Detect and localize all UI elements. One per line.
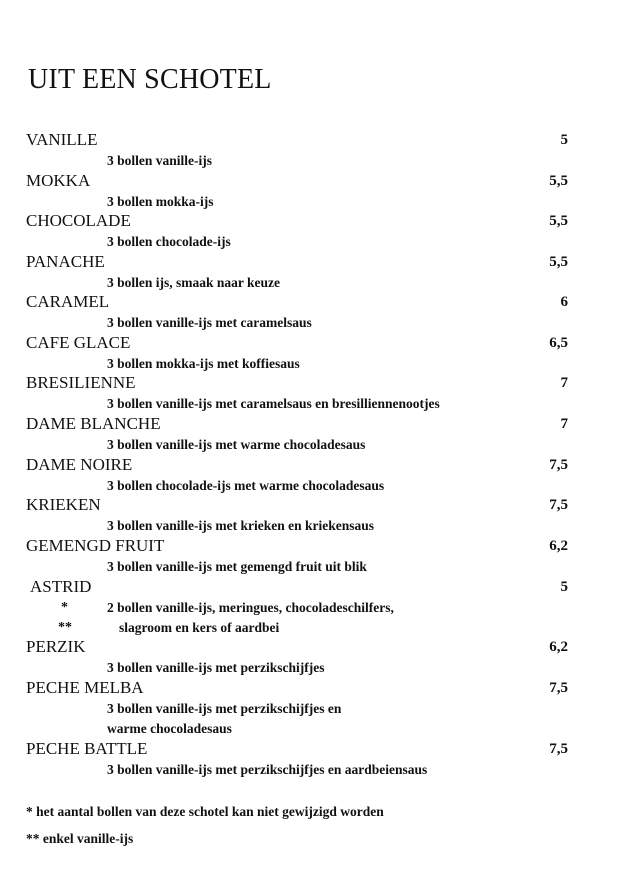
item-description: 2 bollen vanille-ijs, meringues, chocoladeschilfers, xyxy=(107,600,394,615)
item-description: slagroom en kers of aardbei xyxy=(119,620,280,635)
item-price: 5 xyxy=(560,132,568,148)
item-name: CAFE GLACE xyxy=(26,333,131,352)
item-name: KRIEKEN xyxy=(26,495,101,514)
item-price: 7,5 xyxy=(549,741,568,757)
item-name: DAME BLANCHE xyxy=(26,414,161,433)
item-name: PECHE BATTLE xyxy=(26,739,148,758)
item-name: CHOCOLADE xyxy=(26,211,131,230)
item-description: 3 bollen mokka-ijs met koffiesaus xyxy=(107,356,300,371)
item-description: 3 bollen vanille-ijs met gemengd fruit uit blik xyxy=(107,559,367,574)
item-name: CARAMEL xyxy=(26,292,110,311)
item-description: 3 bollen vanille-ijs met perzikschijfjes en aardbeiensaus xyxy=(107,762,428,777)
item-price: 6,5 xyxy=(549,335,568,351)
item-description: 3 bollen vanille-ijs met caramelsaus en bresilliennenootjes xyxy=(107,396,440,411)
item-name: MOKKA xyxy=(26,171,91,190)
item-description: 3 bollen mokka-ijs xyxy=(107,194,214,209)
item-price: 6,2 xyxy=(549,639,568,655)
item-description: 3 bollen vanille-ijs met perzikschijfjes xyxy=(107,660,325,675)
item-price: 5,5 xyxy=(549,173,568,189)
item-price: 7,5 xyxy=(549,457,568,473)
item-price: 5,5 xyxy=(549,213,568,229)
item-description: 3 bollen chocolade-ijs xyxy=(107,234,231,249)
item-name: ASTRID xyxy=(30,577,92,596)
item-price: 5 xyxy=(560,579,568,595)
footnote: ** enkel vanille-ijs xyxy=(26,831,134,846)
item-name: GEMENGD FRUIT xyxy=(26,536,165,555)
item-description: 3 bollen vanille-ijs met warme chocoladesaus xyxy=(107,437,366,452)
item-price: 7 xyxy=(560,375,568,391)
item-description: 3 bollen vanille-ijs met krieken en kriekensaus xyxy=(107,518,375,533)
item-name: VANILLE xyxy=(26,130,98,149)
page-title: UIT EEN SCHOTEL xyxy=(28,64,272,95)
footnote-marker: ** xyxy=(58,620,72,635)
item-description: 3 bollen ijs, smaak naar keuze xyxy=(107,275,281,290)
item-price: 7,5 xyxy=(549,680,568,696)
item-price: 6,2 xyxy=(549,538,568,554)
item-description: 3 bollen vanille-ijs met perzikschijfjes en xyxy=(107,701,342,716)
item-price: 6 xyxy=(560,294,568,310)
item-description: warme chocoladesaus xyxy=(107,721,232,736)
item-name: BRESILIENNE xyxy=(26,373,136,392)
item-name: PERZIK xyxy=(26,637,86,656)
item-price: 7 xyxy=(560,416,568,432)
footnote-marker: * xyxy=(61,600,68,615)
item-description: 3 bollen chocolade-ijs met warme chocoladesaus xyxy=(107,478,385,493)
item-name: PECHE MELBA xyxy=(26,678,144,697)
footnote: * het aantal bollen van deze schotel kan niet gewijzigd worden xyxy=(26,804,384,819)
item-description: 3 bollen vanille-ijs xyxy=(107,153,213,168)
item-price: 7,5 xyxy=(549,497,568,513)
item-description: 3 bollen vanille-ijs met caramelsaus xyxy=(107,315,312,330)
item-name: PANACHE xyxy=(26,252,105,271)
item-price: 5,5 xyxy=(549,254,568,270)
item-name: DAME NOIRE xyxy=(26,455,133,474)
